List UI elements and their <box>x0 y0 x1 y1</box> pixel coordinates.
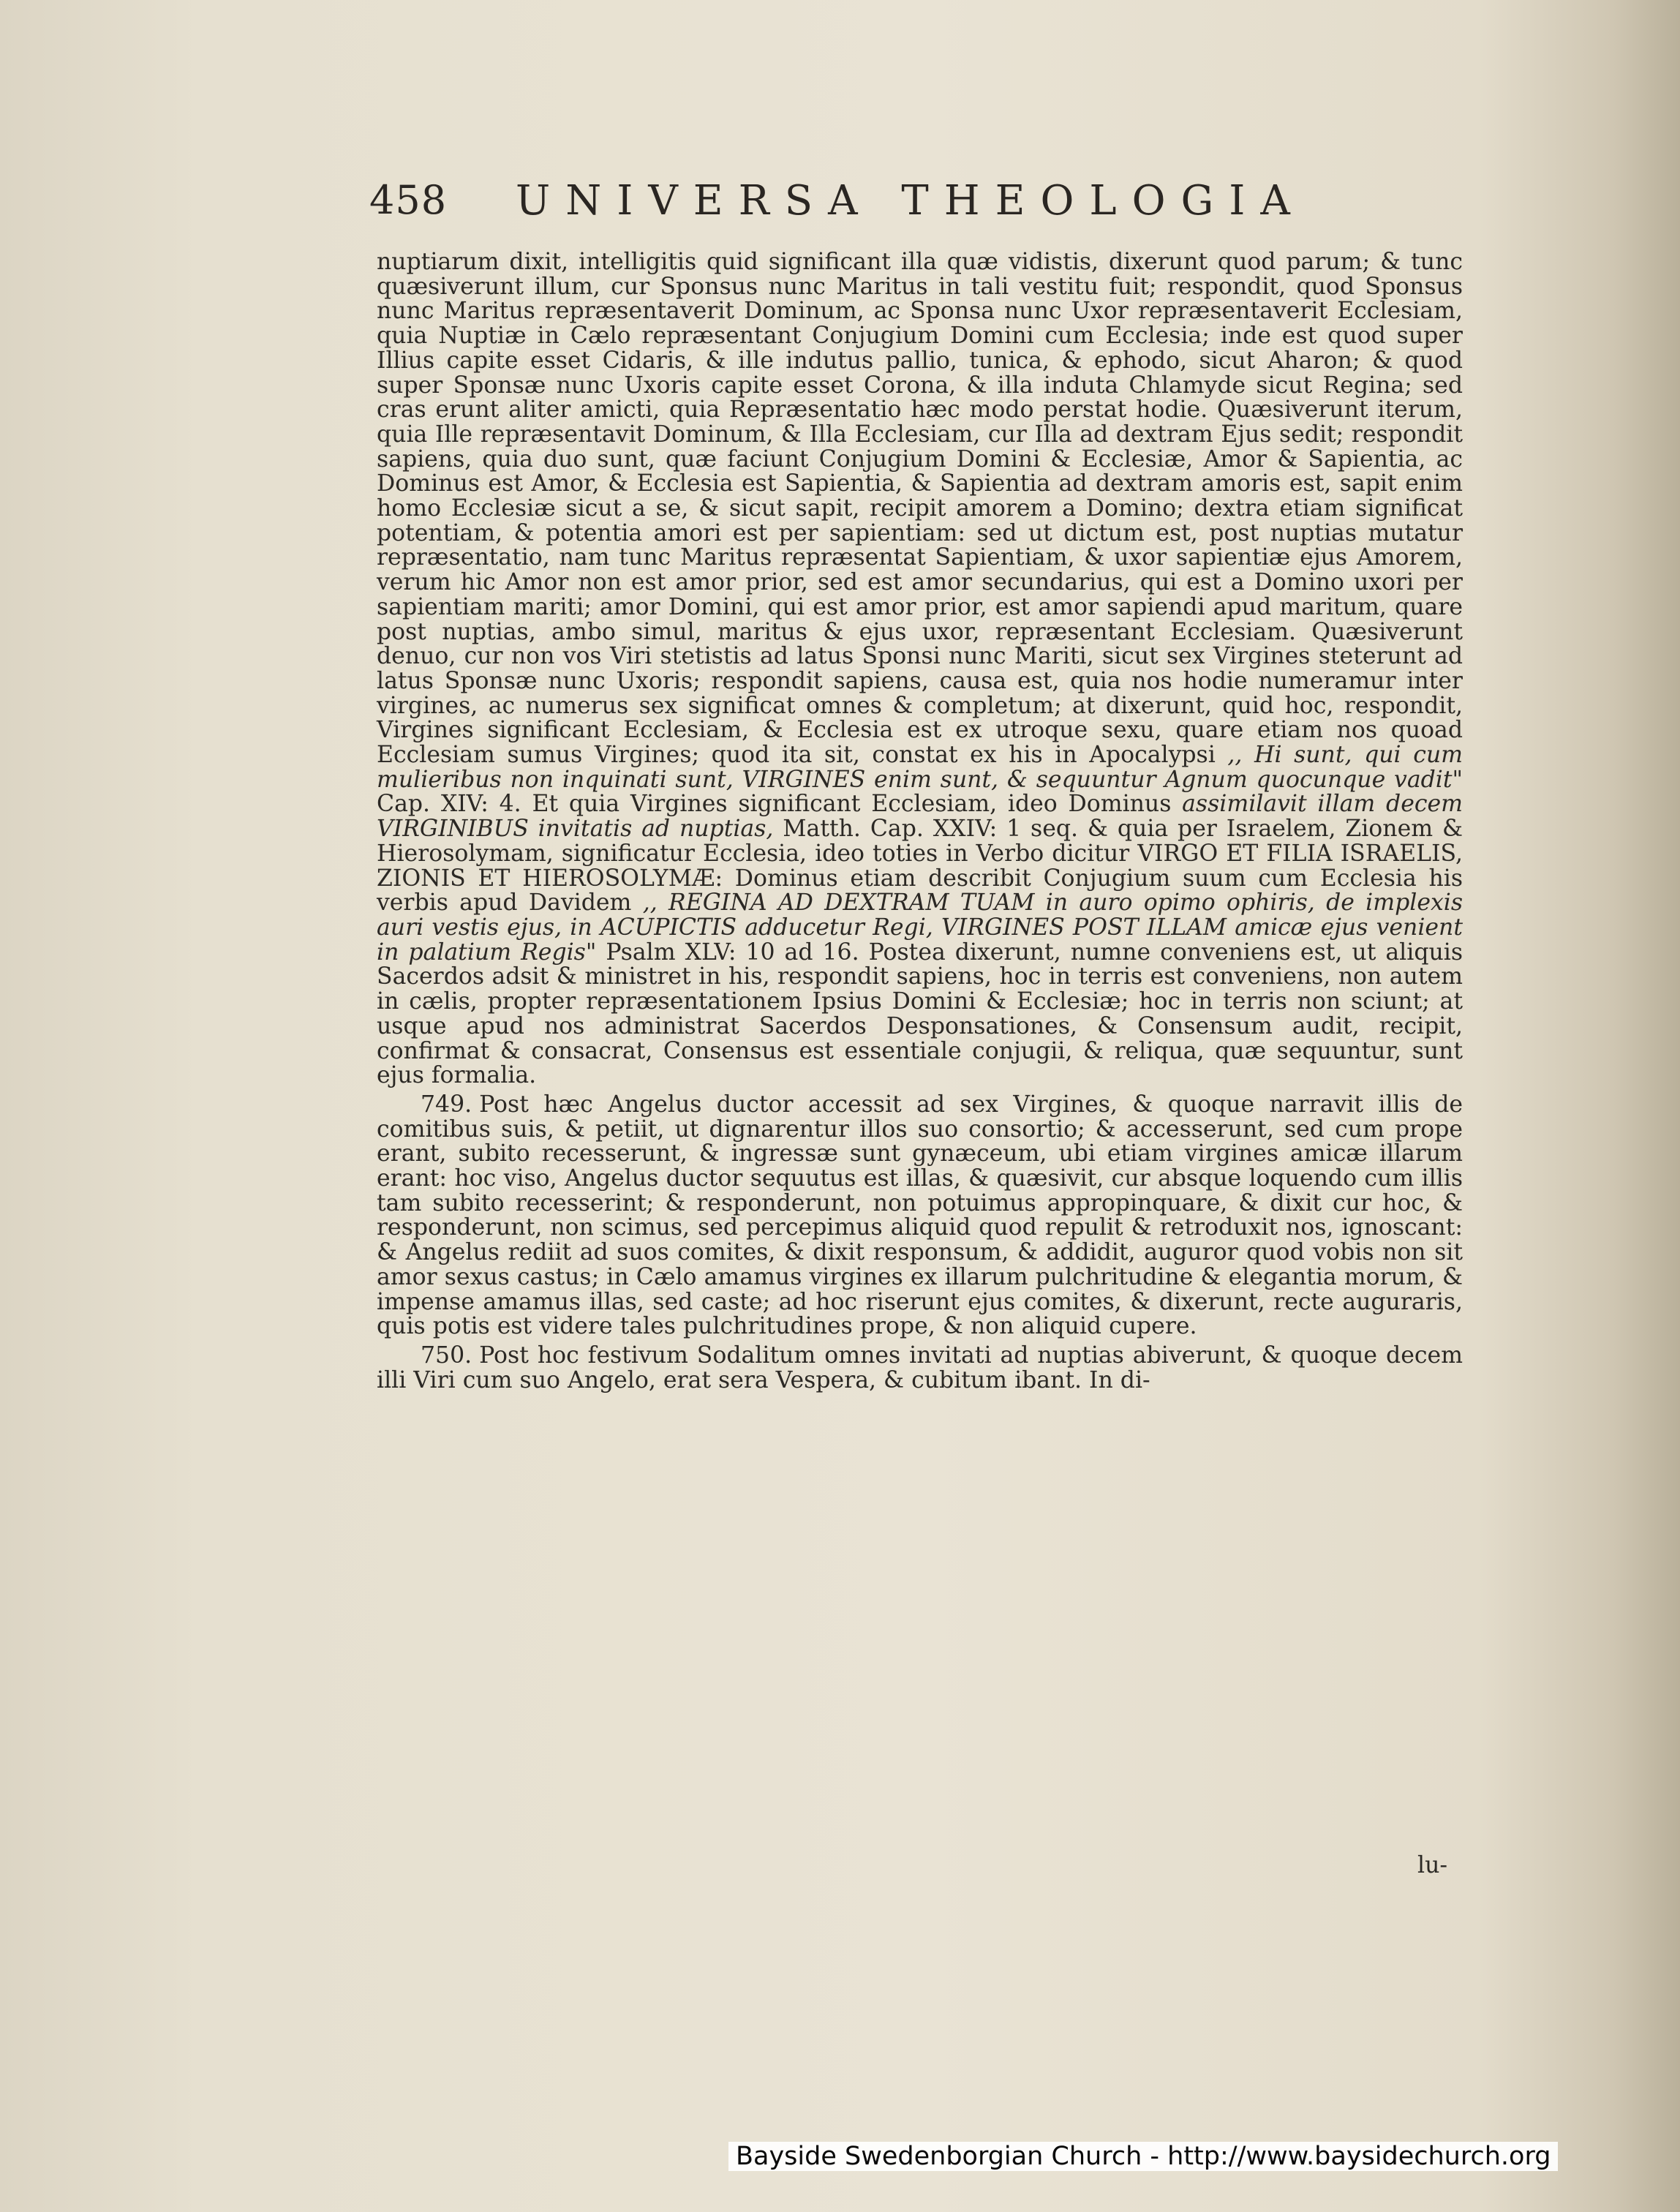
body-text <box>377 250 1463 1889</box>
paragraph-749 <box>377 1093 1463 1339</box>
paragraph-750 <box>377 1344 1463 1393</box>
catchword: lu- <box>1417 1852 1448 1878</box>
quotation-psalm: ,, REGINA AD DEXTRAM TUAM in auro opimo ophiris, de implexis auri vestis ejus, in ACUPICTIS adducetur Regi, VIRGINES POST ILLAM amicæ ejus venient in palatium Regis" <box>377 889 1463 966</box>
page-header <box>369 177 1360 236</box>
paragraph-text: Matth. Cap. XXIV: 1 seq. & quia per Israelem, Zionem & Hierosolymam, significatur Ecclesia, ideo toties in Verbo dicitur VIRGO ET FILIA ISRAELIS, ZIONIS ET HIEROSOLYMÆ: Dominus etiam describit Conjugium suum cum Ecclesia his verbis apud Davidem <box>377 816 1463 917</box>
quotation-apocalypse: ,, Hi sunt, qui cum mulieribus non inquinati sunt, VIRGINES enim sunt, & sequuntur Agnum quocunque vadit" <box>377 742 1464 793</box>
watermark-caption: Bayside Swedenborgian Church - http://www.baysidechurch.org <box>728 2142 1558 2171</box>
running-title: UNIVERSA THEOLOGIA <box>516 177 1306 225</box>
paragraph-text: Post hoc festivum Sodalitum omnes invitati ad nuptias abiverunt, & quoque decem illi Viri cum suo Angelo, erat sera Vespera, & cubitum ibant. In di- <box>377 1342 1463 1393</box>
paragraph-text: nuptiarum dixit, intelligitis quid significant illa quæ vidistis, dixerunt quod parum; & tunc quæsiverunt illum, cur Sponsus nunc Maritus in tali vestitu fuit; respondit, quod Sponsus nunc Maritus repræsentaverit Dominum, ac Sponsa nunc Uxor repræsentaverit Ecclesiam, quia Nuptiæ in Cælo repræsentant Conjugium Domini cum Ecclesia; inde est quod super Illius capite esset Cidaris, & ille indutus pallio, tunica, & ephodo, sicut Aharon; & quod super Sponsæ nunc Uxoris capite esset Corona, & illa induta Chlamyde sicut Regina; sed cras erunt aliter amicti, quia Repræsentatio hæc modo perstat hodie. Quæsiverunt iterum, quia Ille repræsentavit Dominum, & Illa Ecclesiam, cur Illa ad dextram Ejus sedit; respondit sapiens, quia duo sunt, quæ faciunt Conjugium Domini & Ecclesiæ, Amor & Sapientia, ac Dominus est Amor, & Ecclesia est Sapientia, & Sapientia ad dextram amoris est, sapit enim homo Ecclesiæ sicut a se, & sicut sapit, recipit amorem a Domino; dextra etiam significat potentiam, & potentia amori est per sapientiam: sed ut dictum est, post nuptias mutatur repræsentatio, nam tunc Maritus repræsentat Sapientiam, & uxor sapientiæ ejus Amorem, verum hic Amor non est amor prior, sed est amor secundarius, qui est a Domino uxori per sapientiam mariti; amor Domini, qui est amor prior, est amor sapiendi apud maritum, quare post nuptias, ambo simul, maritus & ejus uxor, repræsentant Ecclesiam. Quæsiverunt denuo, cur non vos Viri stetistis ad latus Sponsi nunc Mariti, sicut sex Virgines steterunt ad latus Sponsæ nunc Uxoris; respondit sapiens, causa est, quia nos hodie numeramur inter virgines, ac numerus sex significat omnes & completum; at dixerunt, quid hoc, respondit, Virgines significant Ecclesiam, & Ecclesia est ex utroque sexu, quare etiam nos quoad Ecclesiam sumus Virgines; quod ita sit, constat ex his in Apocalypsi <box>377 249 1463 769</box>
paragraph-text: Post hæc Angelus ductor accessit ad sex Virgines, & quoque narravit illis de comitibus suis, & petiit, ut dignarentur illos suo consortio; & accesserunt, sed cum prope erant, subito recesserunt, & ingressæ sunt gynæceum, ubi etiam virgines amicæ illarum erant: hoc viso, Angelus ductor sequutus est illas, & quæsivit, cur absque loquendo cum illis tam subito recesserint; & responderunt, non potuimus appropinquare, & dixit cur hoc, & responderunt, non scimus, sed percepimus aliquid quod repulit & retroduxit nos, ignoscant: & Angelus rediit ad suos comites, & dixit responsum, & addidit, auguror quod vobis non sit amor sexus castus; in Cælo amamus virgines ex illarum pulchritudine & elegantia morum, & impense amamus illas, sed caste; ad hoc riserunt ejus comites, & dixerunt, recte auguraris, quis potis est videre tales pulchritudines prope, & non aliquid cupere. <box>377 1091 1463 1340</box>
page-number: 458 <box>369 177 448 223</box>
paragraph-number: 749. <box>421 1091 472 1118</box>
paragraph-number: 750. <box>421 1342 472 1369</box>
paragraph-text: Psalm XLV: 10 ad 16. Postea dixerunt, numne conveniens est, ut aliquis Sacerdos adsit & ministret in his, respondit sapiens, hoc in terris est conveniens, non autem in cælis, propter repræsentationem Ipsius Domini & Ecclesiæ; hoc in terris non sciunt; at usque apud nos administrat Sacerdos Desponsationes, & Consensum audit, recipit, confirmat & consacrat, Consensus est essentiale conjugii, & reliqua, quæ sequuntur, sunt ejus formalia. <box>377 938 1464 1089</box>
paragraph-text: Cap. XIV: 4. Et quia Virgines significant Ecclesiam, ideo Dominus <box>377 791 1172 818</box>
quotation-matthew: assimilavit illam decem VIRGINIBUS invitatis ad nuptias, <box>377 791 1464 843</box>
paragraph-continued <box>377 250 1463 1088</box>
